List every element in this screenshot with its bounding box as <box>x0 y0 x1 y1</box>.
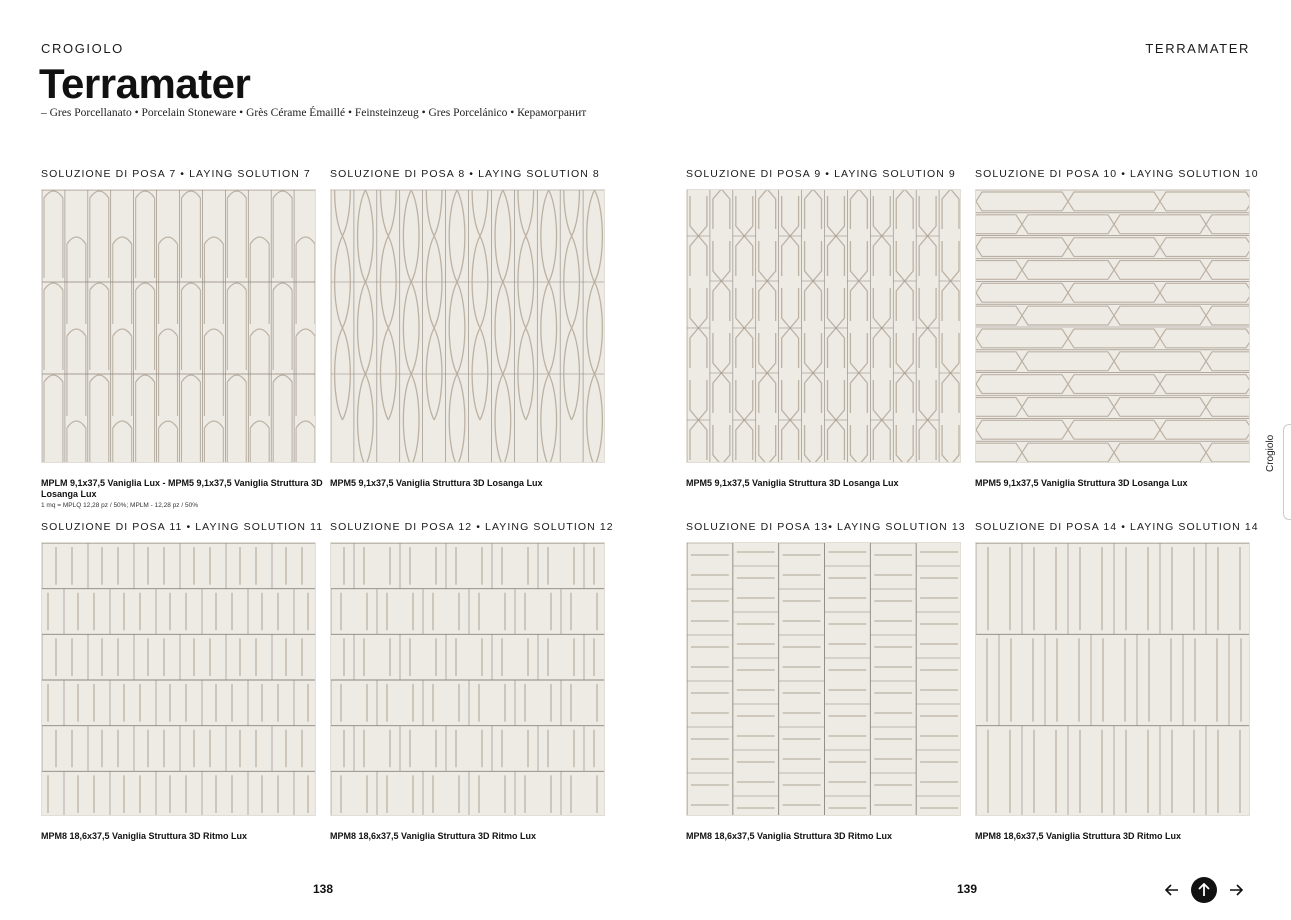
product-caption: MPM8 18,6x37,5 Vaniglia Struttura 3D Ritmo Lux <box>975 831 1182 841</box>
laying-solution-8 <box>330 168 605 489</box>
tile-image <box>686 189 961 463</box>
brand-name: CROGIOLO <box>41 41 124 56</box>
tile-image <box>330 189 605 463</box>
arrow-up-icon[interactable] <box>1191 877 1217 903</box>
product-caption: MPM5 9,1x37,5 Vaniglia Struttura 3D Losanga Lux <box>975 478 1188 488</box>
tile-image <box>41 542 316 816</box>
arrow-left-icon[interactable] <box>1163 881 1181 899</box>
section-heading: SOLUZIONE DI POSA 8 • LAYING SOLUTION 8 <box>330 168 600 180</box>
section-heading: SOLUZIONE DI POSA 10 • LAYING SOLUTION 10 <box>975 168 1259 180</box>
arrow-right-icon[interactable] <box>1227 881 1245 899</box>
tile-image <box>41 189 316 463</box>
material-subtitle: – Gres Porcellanato • Porcelain Stoneware • Grès Cérame Émaillé • Feinsteinzeug • Gres Porcelánico • Керамогранит <box>41 107 587 119</box>
tile-image <box>330 542 605 816</box>
laying-solution-10 <box>975 168 1259 489</box>
product-caption: MPM8 18,6x37,5 Vaniglia Struttura 3D Ritmo Lux <box>686 831 893 841</box>
page-number-left: 138 <box>313 882 334 896</box>
tile-image <box>975 542 1250 816</box>
product-caption: MPM8 18,6x37,5 Vaniglia Struttura 3D Ritmo Lux <box>330 831 537 841</box>
tab-outline <box>1283 424 1291 520</box>
side-tab-label: Crogiolo <box>1265 434 1276 472</box>
product-caption: MPM5 9,1x37,5 Vaniglia Struttura 3D Losanga Lux <box>330 478 543 488</box>
section-heading: SOLUZIONE DI POSA 13• LAYING SOLUTION 13 <box>686 521 966 533</box>
product-caption: MPM8 18,6x37,5 Vaniglia Struttura 3D Ritmo Lux <box>41 831 248 841</box>
section-heading: SOLUZIONE DI POSA 14 • LAYING SOLUTION 14 <box>975 521 1259 533</box>
quantity-note: 1 mq = MPLQ 12,28 pz / 50%; MPLM - 12,28 pz / 50% <box>41 502 198 509</box>
laying-solution-12 <box>330 521 614 842</box>
side-index-tab[interactable] <box>1261 424 1291 520</box>
laying-solution-7 <box>41 168 323 509</box>
laying-solution-9 <box>686 168 961 489</box>
page-title: Terramater <box>39 60 251 107</box>
collection-name: TERRAMATER <box>1145 41 1250 56</box>
laying-solution-11 <box>41 521 324 842</box>
section-heading: SOLUZIONE DI POSA 9 • LAYING SOLUTION 9 <box>686 168 956 180</box>
product-caption: MPM5 9,1x37,5 Vaniglia Struttura 3D Losanga Lux <box>686 478 899 488</box>
tile-image <box>686 542 961 816</box>
section-heading: SOLUZIONE DI POSA 11 • LAYING SOLUTION 11 <box>41 521 324 533</box>
product-caption: MPLM 9,1x37,5 Vaniglia Lux - MPM5 9,1x37,5 Vaniglia Struttura 3D Losanga Lux <box>41 478 323 499</box>
section-heading: SOLUZIONE DI POSA 12 • LAYING SOLUTION 12 <box>330 521 614 533</box>
laying-solution-14 <box>975 521 1259 842</box>
page-navigation <box>1163 877 1245 903</box>
tile-image <box>975 189 1250 463</box>
laying-solution-13 <box>686 521 966 842</box>
section-heading: SOLUZIONE DI POSA 7 • LAYING SOLUTION 7 <box>41 168 311 180</box>
page-number-right: 139 <box>957 882 978 896</box>
